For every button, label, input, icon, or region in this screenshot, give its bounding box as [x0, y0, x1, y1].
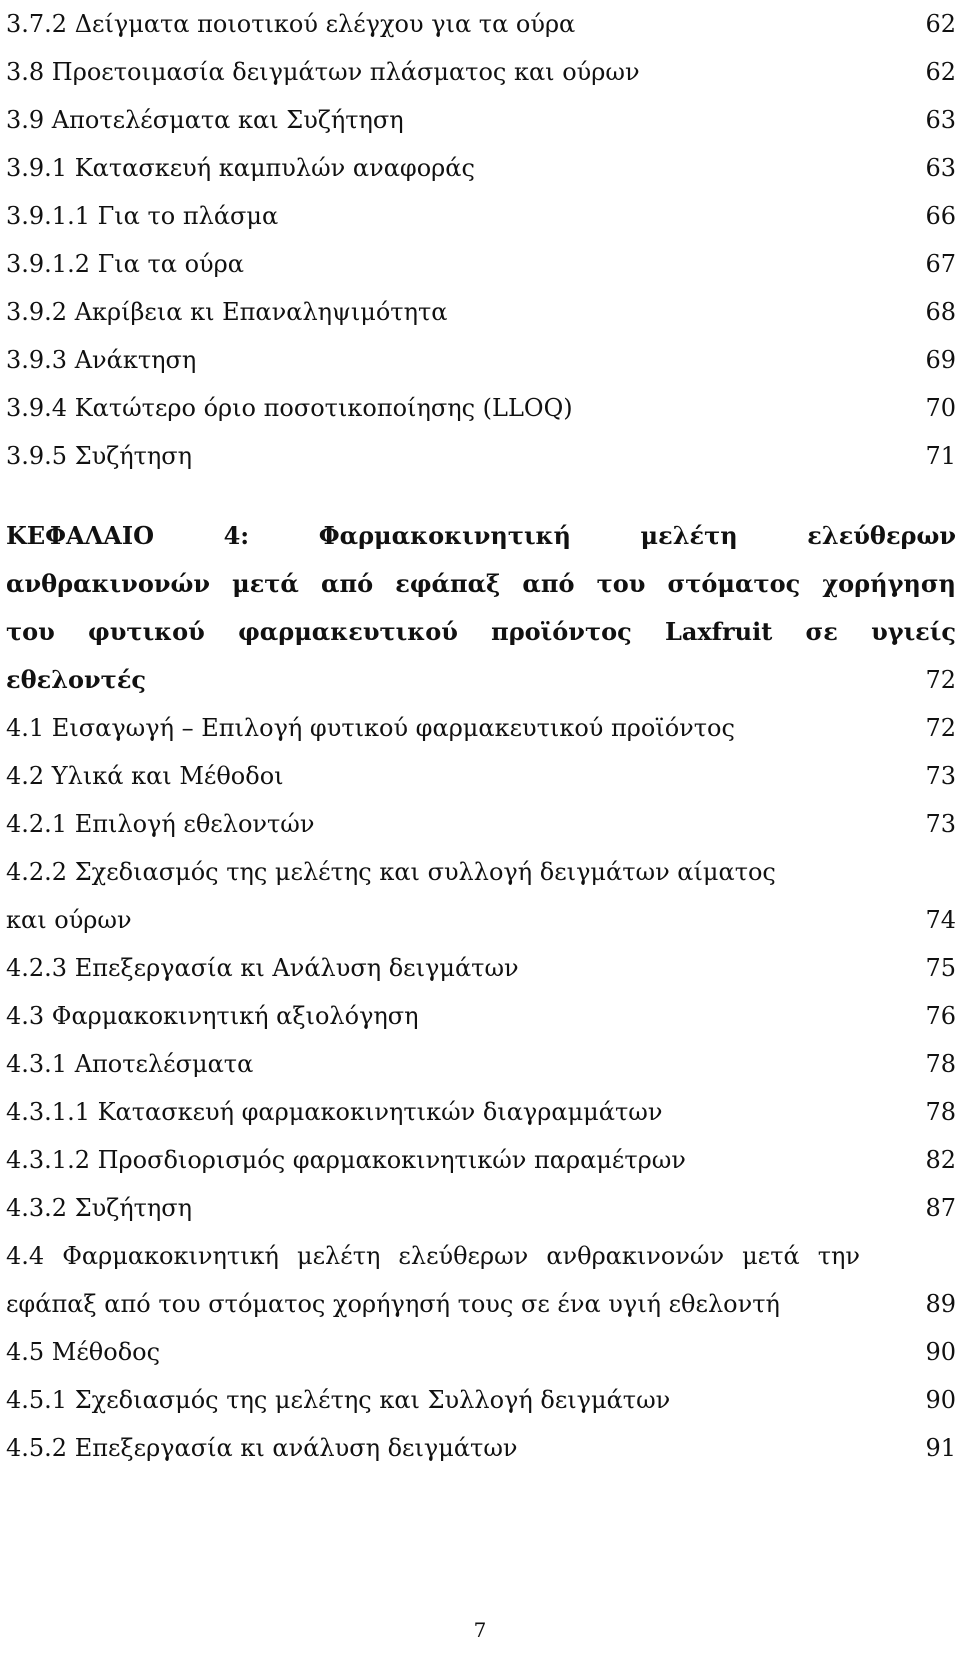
- toc-page-number: 66: [925, 202, 956, 230]
- toc-page-number: 67: [925, 250, 956, 278]
- toc-entry-title: εφάπαξ από του στόματος χορήγησή τους σε ένα υγιή εθελοντή: [6, 1290, 780, 1318]
- toc-entry: [6, 752, 956, 800]
- toc-entry: [6, 384, 956, 432]
- toc-entry-line: [6, 1280, 956, 1328]
- toc-page-number: 73: [925, 810, 956, 838]
- toc-entry-title: 3.9.1.1 Για το πλάσμα: [6, 202, 279, 230]
- toc-page-number: 73: [925, 762, 956, 790]
- toc-page-number: 90: [925, 1386, 956, 1414]
- toc-entry: [6, 1328, 956, 1376]
- toc-entry: [6, 704, 956, 752]
- toc-entry-title: 4.3 Φαρμακοκινητική αξιολόγηση: [6, 1002, 419, 1030]
- toc-page-number: 62: [925, 58, 956, 86]
- toc-entry: [6, 800, 956, 848]
- chapter-heading-line-2: ανθρακινονών μετά από εφάπαξ από του στόματος χορήγηση: [6, 569, 956, 598]
- toc-entry: [6, 1424, 956, 1472]
- toc-page-number: 78: [925, 1050, 956, 1078]
- toc-entry-title: 4.2.2 Σχεδιασμός της μελέτης και συλλογή δειγμάτων αίματος: [6, 858, 776, 886]
- toc-page-number: 89: [925, 1290, 956, 1318]
- toc-entry-title: 3.9.2 Ακρίβεια κι Επαναληψιμότητα: [6, 298, 448, 326]
- toc-page-number: 75: [925, 954, 956, 982]
- toc-section-chapter3: [6, 0, 956, 480]
- toc-entry: [6, 432, 956, 480]
- toc-entry-title: 3.8 Προετοιμασία δειγμάτων πλάσματος και ούρων: [6, 58, 640, 86]
- toc-entry-title: 3.9.1.2 Για τα ούρα: [6, 250, 244, 278]
- toc-entry-title: 3.9.1 Κατασκευή καμπυλών αναφοράς: [6, 154, 475, 182]
- toc-section-4-2: [6, 704, 956, 848]
- toc-entry-title: 4.5.2 Επεξεργασία κι ανάλυση δειγμάτων: [6, 1434, 518, 1462]
- toc-entry-title: 4.1 Εισαγωγή – Επιλογή φυτικού φαρμακευτικού προϊόντος: [6, 714, 735, 742]
- toc-entry-title: 4.3.2 Συζήτηση: [6, 1194, 193, 1222]
- toc-entry: [6, 240, 956, 288]
- toc-entry-title: 4.5.1 Σχεδιασμός της μελέτης και Συλλογή δειγμάτων: [6, 1386, 671, 1414]
- toc-page-number: 71: [925, 442, 956, 470]
- chapter-heading-line-3: του φυτικού φαρμακευτικού προϊόντος Laxfruit σε υγιείς: [6, 617, 956, 646]
- toc-entry: [6, 192, 956, 240]
- toc-entry-title: 4.2 Υλικά και Μέθοδοι: [6, 762, 284, 790]
- toc-entry-title: 4.3.1.2 Προσδιορισμός φαρμακοκινητικών παραμέτρων: [6, 1146, 686, 1174]
- toc-entry-4-4: [6, 1232, 956, 1328]
- toc-page-number: 91: [925, 1434, 956, 1462]
- toc-entry-title: και ούρων: [6, 906, 132, 934]
- toc-entry: [6, 96, 956, 144]
- toc-entry-title: 4.2.1 Επιλογή εθελοντών: [6, 810, 315, 838]
- toc-entry: [6, 48, 956, 96]
- toc-entry: [6, 992, 956, 1040]
- toc-entry: [6, 0, 956, 48]
- toc-entry: [6, 1184, 956, 1232]
- toc-entry-line: [6, 896, 956, 944]
- page-number: 7: [473, 1618, 487, 1642]
- toc-entry: [6, 144, 956, 192]
- toc-entry: [6, 1136, 956, 1184]
- toc-page-number: 76: [925, 1002, 956, 1030]
- toc-entry-title: 4.5 Μέθοδος: [6, 1338, 161, 1366]
- toc-page-number: 87: [925, 1194, 956, 1222]
- toc-page-number: 74: [925, 906, 956, 934]
- chapter-heading-line-1: ΚΕΦΑΛΑΙΟ 4: Φαρμακοκινητική μελέτη ελεύθερων: [6, 521, 956, 550]
- toc-page-number: 90: [925, 1338, 956, 1366]
- toc-entry-title: 4.4 Φαρμακοκινητική μελέτη ελεύθερων ανθρακινονών μετά την: [6, 1242, 860, 1270]
- toc-entry-title: 3.9 Αποτελέσματα και Συζήτηση: [6, 106, 404, 134]
- toc-page-number: 62: [925, 10, 956, 38]
- toc-section-4-3: [6, 944, 956, 1232]
- toc-entry-title: 4.3.1.1 Κατασκευή φαρμακοκινητικών διαγραμμάτων: [6, 1098, 663, 1126]
- toc-entry: [6, 1376, 956, 1424]
- toc-page-number: 68: [925, 298, 956, 326]
- toc-page-number: 69: [925, 346, 956, 374]
- chapter-heading-text: εθελοντές: [6, 665, 147, 694]
- toc-entry: [6, 336, 956, 384]
- toc-entry-title: 3.9.5 Συζήτηση: [6, 442, 193, 470]
- toc-page-number: 78: [925, 1098, 956, 1126]
- toc-entry-title: 4.2.3 Επεξεργασία κι Ανάλυση δειγμάτων: [6, 954, 519, 982]
- toc-entry-line: [6, 848, 956, 896]
- toc-page-number: 72: [925, 666, 956, 694]
- toc-entry-title: 3.9.3 Ανάκτηση: [6, 346, 197, 374]
- toc-page-number: 82: [925, 1146, 956, 1174]
- toc-entry-4-2-2: [6, 848, 956, 944]
- toc-entry-title: 3.7.2 Δείγματα ποιοτικού ελέγχου για τα ούρα: [6, 10, 576, 38]
- toc-chapter-4-heading: [6, 512, 956, 704]
- toc-page-number: 72: [925, 714, 956, 742]
- table-of-contents: [6, 0, 956, 1472]
- toc-page-number: 63: [925, 106, 956, 134]
- toc-section-4-5: [6, 1328, 956, 1472]
- chapter-heading-line-4: [6, 656, 956, 704]
- toc-entry-title: 4.3.1 Αποτελέσματα: [6, 1050, 254, 1078]
- toc-entry-title: 3.9.4 Κατώτερο όριο ποσοτικοποίησης (LLOQ): [6, 394, 573, 422]
- toc-entry: [6, 944, 956, 992]
- toc-entry: [6, 1088, 956, 1136]
- toc-page-number: 63: [925, 154, 956, 182]
- toc-entry: [6, 288, 956, 336]
- toc-page-number: 70: [925, 394, 956, 422]
- toc-entry: [6, 1040, 956, 1088]
